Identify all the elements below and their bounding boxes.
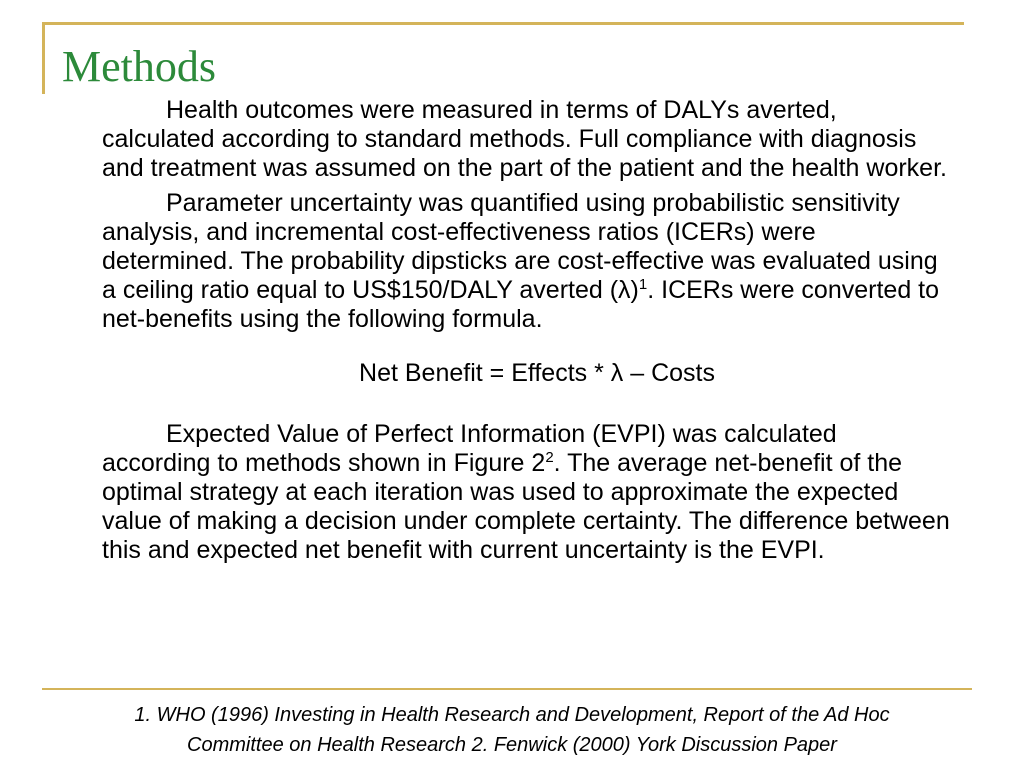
footnote [0, 700, 1024, 760]
footnote-line: Committee on Health Research 2. Fenwick (2000) York Discussion Paper [187, 734, 837, 756]
paragraph-text: . ICERs were converted to net-benefits using the following formula. [102, 276, 940, 333]
slide-title: Methods [62, 42, 216, 91]
paragraph-parameter-uncertainty [102, 189, 952, 334]
paragraph-text: Expected Value of Perfect Information (EVPI) was calculated according to methods shown in Figure 2 [102, 420, 837, 477]
footnote-line: 1. WHO (1996) Investing in Health Research and Development, Report of the Ad Hoc [134, 704, 890, 726]
title-accent-top-line [42, 22, 964, 25]
paragraph-health-outcomes: Health outcomes were measured in terms of DALYs averted, calculated according to standard methods. Full compliance with diagnosis and treatment was assumed on the part of the patient and the health worker. [102, 96, 947, 182]
paragraph-text: Parameter uncertainty was quantified using probabilistic sensitivity analysis, and incremental cost-effectiveness ratios (ICERs) were determined. The probability dipsticks are cost-effective was evaluated using a ceiling ratio equal to US$150/DALY averted (λ) [102, 189, 938, 304]
paragraph-evpi [102, 420, 952, 565]
net-benefit-formula: Net Benefit = Effects * λ – Costs [359, 359, 715, 387]
reference-marker: 2 [545, 449, 554, 466]
slide-body [102, 96, 952, 565]
title-accent-vertical-line [42, 22, 45, 94]
reference-marker: 1 [638, 276, 648, 293]
footnote-divider [42, 688, 972, 690]
paragraph-text: . The average net-benefit of the optimal strategy at each iteration was used to approximate the expected value of making a decision under complete certainty. The difference between this and expected net benefit with current uncertainty is the EVPI. [102, 449, 950, 564]
